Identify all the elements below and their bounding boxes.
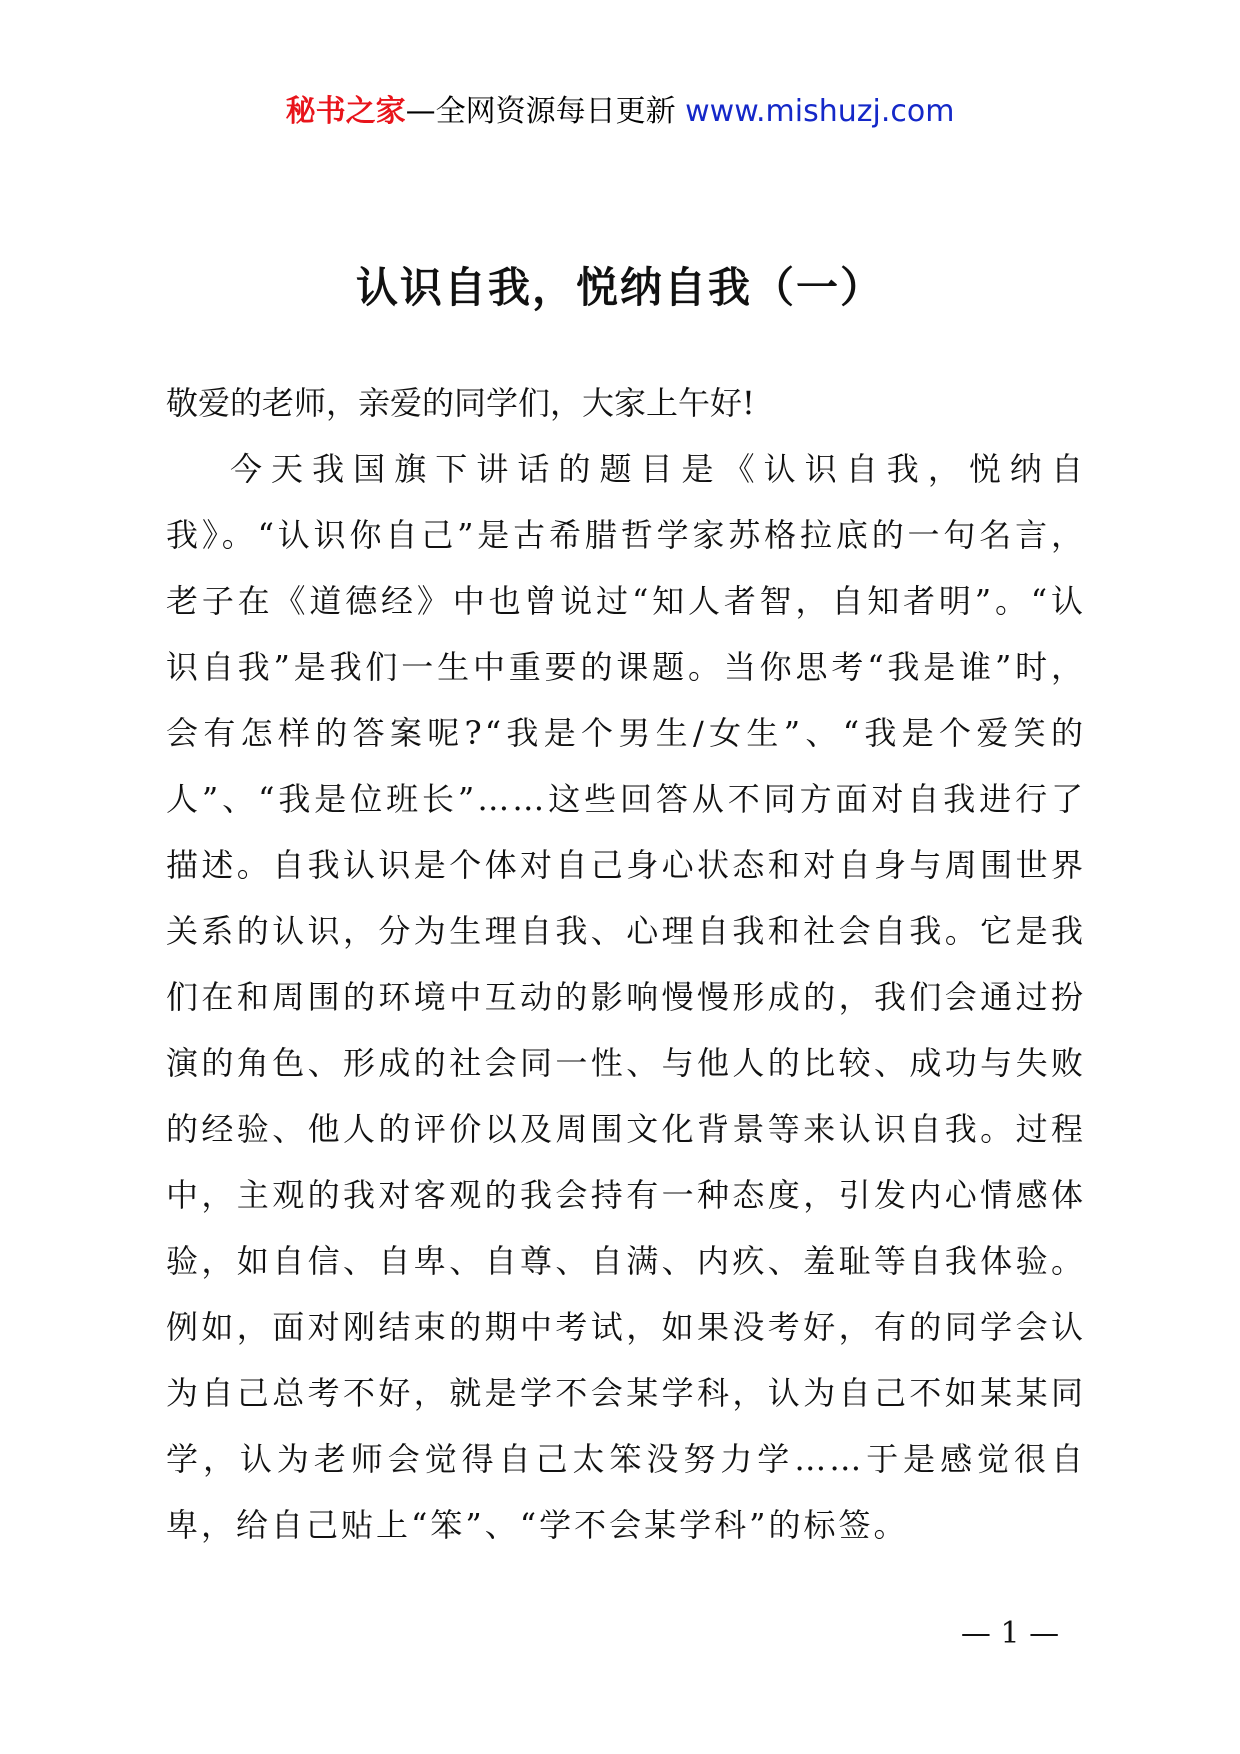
salutation-line: 敬爱的老师，亲爱的同学们，大家上午好! [166, 384, 755, 422]
header-tagline: —全网资源每日更新 [405, 94, 676, 129]
page-number: — 1 — [960, 1616, 1060, 1651]
body-paragraph: 今天我国旗下讲话的题目是《认识自我，悦纳自我》。“认识你自己”是古希腊哲学家苏格拉底的一句名言，老子在《道德经》中也曾说过“知人者智，自知者明”。“认识自我”是我们一生中重要的课题。当你思考“我是谁”时，会有怎样的答案呢?“我是个男生/女生”、“我是个爱笑的人”、“我是位班长”……这些回答从不同方面对自我进行了描述。自我认识是个体对自己身心状态和对自身与周围世界关系的认识，分为生理自我、心理自我和社会自我。它是我们在和周围的环境中互动的影响慢慢形成的，我们会通过扮演的角色、形成的社会同一性、与他人的比较、成功与失败的经验、他人的评价以及周围文化背景等来认识自我。过程中，主观的我对客观的我会持有一种态度，引发内心情感体验，如自信、自卑、自尊、自满、内疚、羞耻等自我体验。例如，面对刚结束的期中考试，如果没考好，有的同学会认为自己总考不好，就是学不会某学科，认为自己不如某某同学，认为老师会觉得自己太笨没努力学……于是感觉很自卑，给自己贴上“笨”、“学不会某学科”的标签。 [166, 450, 1086, 1544]
site-url-link[interactable]: www.mishuzj.com [685, 94, 955, 129]
document-body [166, 370, 1086, 1558]
document-title: 认识自我，悦纳自我（一） [355, 263, 884, 313]
brand-name: 秘书之家 [285, 94, 406, 129]
header-banner [0, 92, 1240, 132]
